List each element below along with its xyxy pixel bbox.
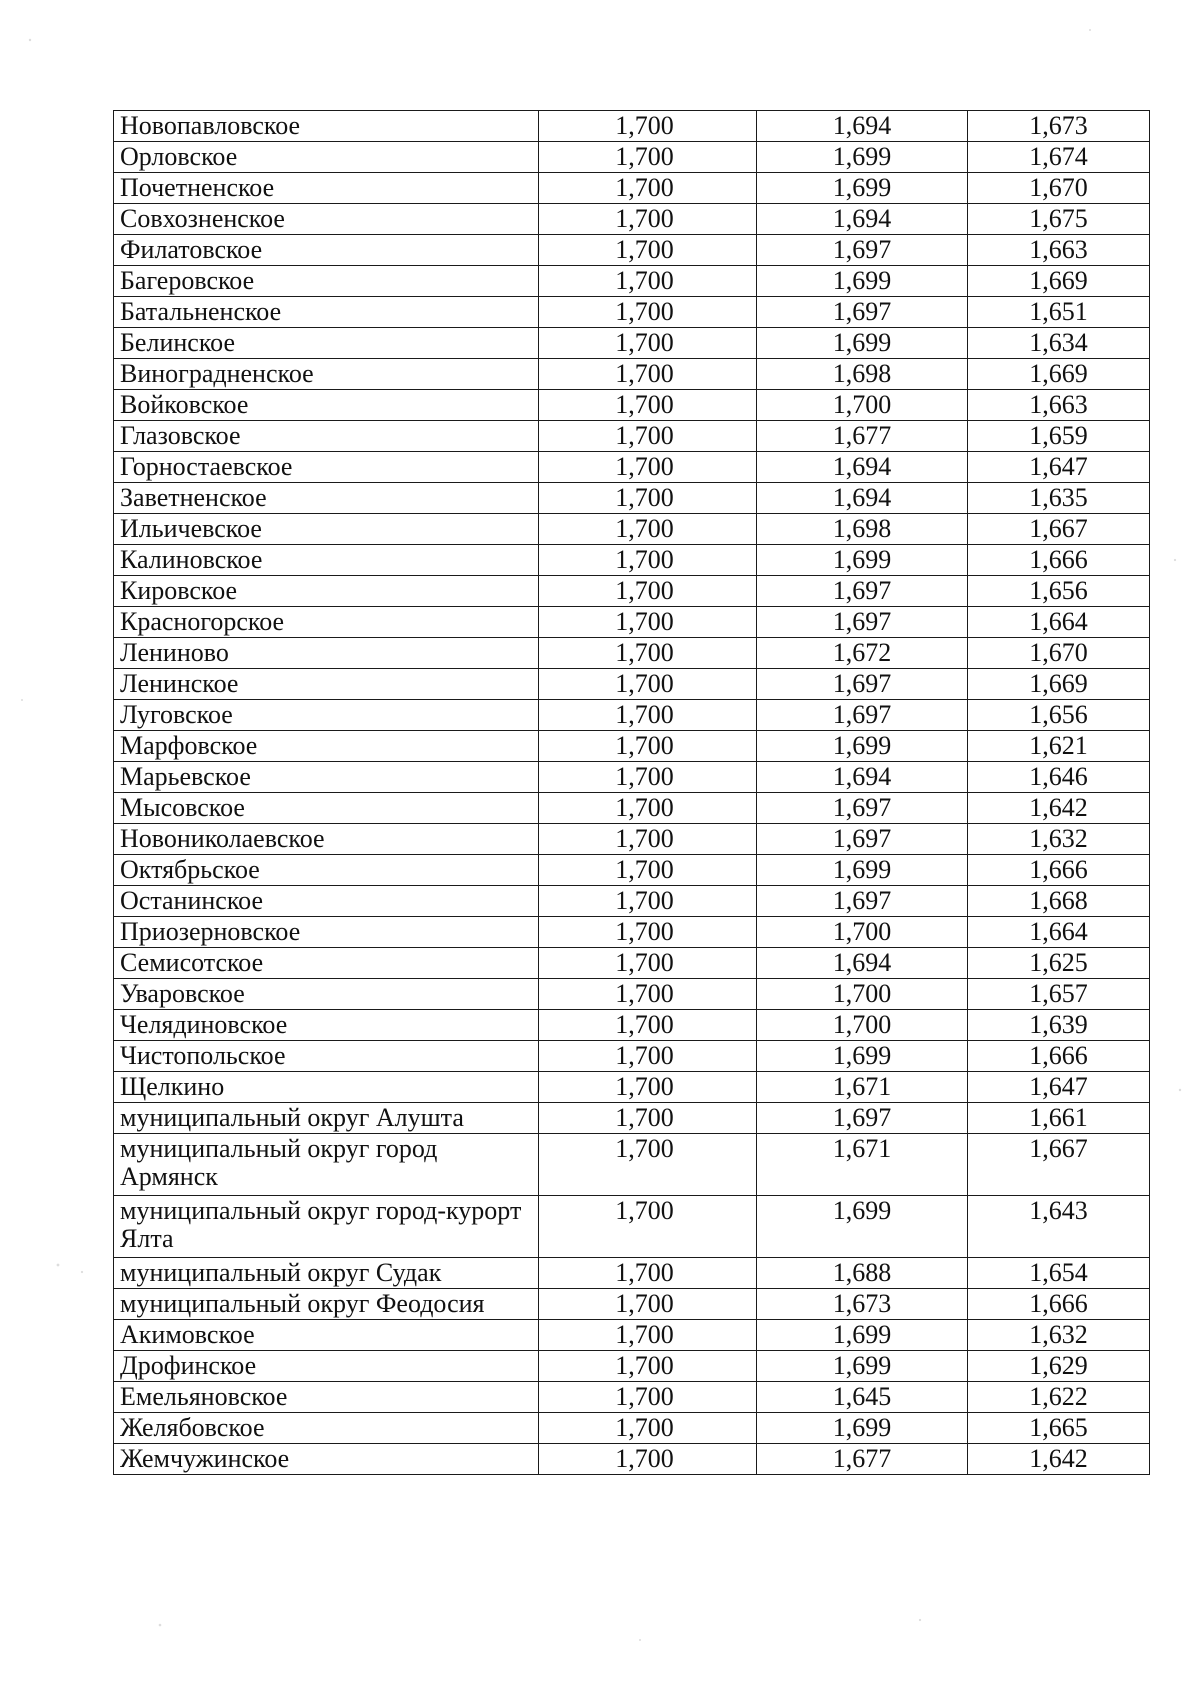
value-cell-col1: 1,700 [539,514,757,545]
municipality-name-cell: Уваровское [114,979,539,1010]
table-row [114,607,1150,638]
value-cell-col3: 1,663 [968,235,1150,266]
municipality-name-cell: муниципальный округ Феодосия [114,1289,539,1320]
municipality-name-cell: муниципальный округ город-курорт Ялта [114,1196,539,1258]
value-cell-col2: 1,672 [757,638,968,669]
value-cell-col3: 1,642 [968,1444,1150,1475]
table-row [114,483,1150,514]
table-body [114,111,1150,1475]
value-cell-col3: 1,647 [968,452,1150,483]
value-cell-col1: 1,700 [539,142,757,173]
value-cell-col2: 1,677 [757,421,968,452]
value-cell-col3: 1,654 [968,1258,1150,1289]
municipality-name-cell: Совхозненское [114,204,539,235]
value-cell-col3: 1,668 [968,886,1150,917]
value-cell-col1: 1,700 [539,731,757,762]
value-cell-col2: 1,699 [757,266,968,297]
value-cell-col2: 1,697 [757,669,968,700]
municipality-name-cell: Филатовское [114,235,539,266]
value-cell-col3: 1,635 [968,483,1150,514]
value-cell-col1: 1,700 [539,1444,757,1475]
municipality-name-cell: Челядиновское [114,1010,539,1041]
value-cell-col1: 1,700 [539,1258,757,1289]
municipality-name-cell: Луговское [114,700,539,731]
table-row [114,1413,1150,1444]
table-row [114,204,1150,235]
value-cell-col3: 1,646 [968,762,1150,793]
value-cell-col2: 1,694 [757,111,968,142]
municipality-name-cell: Белинское [114,328,539,359]
value-cell-col2: 1,677 [757,1444,968,1475]
value-cell-col3: 1,659 [968,421,1150,452]
value-cell-col1: 1,700 [539,576,757,607]
value-cell-col1: 1,700 [539,1072,757,1103]
value-cell-col3: 1,670 [968,638,1150,669]
value-cell-col2: 1,699 [757,1041,968,1072]
value-cell-col1: 1,700 [539,1041,757,1072]
value-cell-col1: 1,700 [539,545,757,576]
value-cell-col3: 1,622 [968,1382,1150,1413]
value-cell-col2: 1,700 [757,979,968,1010]
table-row [114,173,1150,204]
value-cell-col1: 1,700 [539,669,757,700]
value-cell-col3: 1,664 [968,917,1150,948]
municipality-name-cell: муниципальный округ Судак [114,1258,539,1289]
table-row [114,762,1150,793]
value-cell-col1: 1,700 [539,700,757,731]
table-row [114,1134,1150,1196]
value-cell-col1: 1,700 [539,266,757,297]
value-cell-col2: 1,697 [757,576,968,607]
table-row [114,359,1150,390]
table-row [114,111,1150,142]
value-cell-col1: 1,700 [539,1320,757,1351]
value-cell-col2: 1,700 [757,1010,968,1041]
value-cell-col3: 1,656 [968,700,1150,731]
value-cell-col2: 1,688 [757,1258,968,1289]
value-cell-col2: 1,694 [757,948,968,979]
value-cell-col2: 1,699 [757,855,968,886]
table-row [114,514,1150,545]
municipality-name-cell: Акимовское [114,1320,539,1351]
value-cell-col1: 1,700 [539,452,757,483]
value-cell-col1: 1,700 [539,607,757,638]
value-cell-col1: 1,700 [539,762,757,793]
value-cell-col1: 1,700 [539,1351,757,1382]
value-cell-col3: 1,669 [968,669,1150,700]
municipality-name-cell: муниципальный округ город Армянск [114,1134,539,1196]
table-row [114,452,1150,483]
value-cell-col2: 1,645 [757,1382,968,1413]
value-cell-col2: 1,697 [757,793,968,824]
value-cell-col1: 1,700 [539,483,757,514]
values-table [113,110,1150,1475]
value-cell-col3: 1,669 [968,266,1150,297]
municipality-name-cell: Октябрьское [114,855,539,886]
value-cell-col2: 1,697 [757,1103,968,1134]
municipality-name-cell: Щелкино [114,1072,539,1103]
municipality-name-cell: муниципальный округ Алушта [114,1103,539,1134]
table-row [114,1382,1150,1413]
value-cell-col2: 1,694 [757,204,968,235]
value-cell-col2: 1,697 [757,886,968,917]
municipality-name-cell: Марьевское [114,762,539,793]
value-cell-col3: 1,666 [968,1041,1150,1072]
value-cell-col2: 1,700 [757,917,968,948]
municipality-name-cell: Новониколаевское [114,824,539,855]
municipality-name-cell: Орловское [114,142,539,173]
table-row [114,979,1150,1010]
municipality-name-cell: Ильичевское [114,514,539,545]
value-cell-col1: 1,700 [539,390,757,421]
value-cell-col3: 1,656 [968,576,1150,607]
municipality-name-cell: Заветненское [114,483,539,514]
municipality-name-cell: Лениново [114,638,539,669]
value-cell-col3: 1,670 [968,173,1150,204]
table-row [114,390,1150,421]
table-row [114,1258,1150,1289]
value-cell-col2: 1,671 [757,1134,968,1196]
table-row [114,1351,1150,1382]
table-row [114,886,1150,917]
value-cell-col1: 1,700 [539,111,757,142]
table-row [114,731,1150,762]
value-cell-col3: 1,673 [968,111,1150,142]
value-cell-col3: 1,675 [968,204,1150,235]
value-cell-col1: 1,700 [539,1134,757,1196]
municipality-name-cell: Калиновское [114,545,539,576]
value-cell-col1: 1,700 [539,297,757,328]
value-cell-col2: 1,699 [757,1413,968,1444]
value-cell-col2: 1,697 [757,297,968,328]
value-cell-col1: 1,700 [539,235,757,266]
municipality-name-cell: Марфовское [114,731,539,762]
value-cell-col1: 1,700 [539,1382,757,1413]
value-cell-col1: 1,700 [539,359,757,390]
municipality-name-cell: Кировское [114,576,539,607]
table-row [114,917,1150,948]
value-cell-col3: 1,664 [968,607,1150,638]
value-cell-col3: 1,667 [968,514,1150,545]
table-row [114,235,1150,266]
municipality-name-cell: Войковское [114,390,539,421]
value-cell-col3: 1,667 [968,1134,1150,1196]
value-cell-col3: 1,647 [968,1072,1150,1103]
value-cell-col2: 1,673 [757,1289,968,1320]
value-cell-col1: 1,700 [539,948,757,979]
municipality-name-cell: Мысовское [114,793,539,824]
table-row [114,1320,1150,1351]
table-row [114,700,1150,731]
value-cell-col3: 1,665 [968,1413,1150,1444]
value-cell-col1: 1,700 [539,638,757,669]
value-cell-col3: 1,669 [968,359,1150,390]
table-row [114,1072,1150,1103]
table-row [114,142,1150,173]
value-cell-col2: 1,699 [757,328,968,359]
municipality-name-cell: Глазовское [114,421,539,452]
value-cell-col2: 1,698 [757,359,968,390]
municipality-name-cell: Багеровское [114,266,539,297]
table-row [114,1010,1150,1041]
value-cell-col3: 1,666 [968,855,1150,886]
value-cell-col2: 1,697 [757,824,968,855]
table-row [114,793,1150,824]
table-row [114,1289,1150,1320]
municipality-name-cell: Желябовское [114,1413,539,1444]
value-cell-col2: 1,697 [757,700,968,731]
municipality-name-cell: Жемчужинское [114,1444,539,1475]
municipality-name-cell: Красногорское [114,607,539,638]
municipality-name-cell: Дрофинское [114,1351,539,1382]
value-cell-col3: 1,643 [968,1196,1150,1258]
municipality-name-cell: Горностаевское [114,452,539,483]
value-cell-col2: 1,694 [757,483,968,514]
table-row [114,576,1150,607]
value-cell-col3: 1,661 [968,1103,1150,1134]
value-cell-col2: 1,699 [757,1351,968,1382]
value-cell-col2: 1,697 [757,607,968,638]
value-cell-col3: 1,629 [968,1351,1150,1382]
value-cell-col2: 1,699 [757,173,968,204]
value-cell-col1: 1,700 [539,1103,757,1134]
municipality-name-cell: Останинское [114,886,539,917]
value-cell-col2: 1,671 [757,1072,968,1103]
table-row [114,824,1150,855]
value-cell-col1: 1,700 [539,979,757,1010]
municipality-name-cell: Виноградненское [114,359,539,390]
municipality-name-cell: Ленинское [114,669,539,700]
value-cell-col3: 1,625 [968,948,1150,979]
value-cell-col2: 1,694 [757,762,968,793]
municipality-name-cell: Емельяновское [114,1382,539,1413]
value-cell-col3: 1,642 [968,793,1150,824]
value-cell-col2: 1,697 [757,235,968,266]
municipality-name-cell: Батальненское [114,297,539,328]
value-cell-col1: 1,700 [539,421,757,452]
municipality-name-cell: Новопавловское [114,111,539,142]
table-row [114,1196,1150,1258]
value-cell-col2: 1,699 [757,142,968,173]
value-cell-col3: 1,657 [968,979,1150,1010]
table-row [114,1041,1150,1072]
value-cell-col1: 1,700 [539,1413,757,1444]
value-cell-col1: 1,700 [539,886,757,917]
table-row [114,638,1150,669]
value-cell-col3: 1,674 [968,142,1150,173]
value-cell-col1: 1,700 [539,328,757,359]
value-cell-col2: 1,699 [757,1320,968,1351]
value-cell-col2: 1,699 [757,731,968,762]
value-cell-col3: 1,632 [968,1320,1150,1351]
municipality-name-cell: Семисотское [114,948,539,979]
table-row [114,1103,1150,1134]
value-cell-col1: 1,700 [539,173,757,204]
municipality-name-cell: Чистопольское [114,1041,539,1072]
value-cell-col2: 1,694 [757,452,968,483]
value-cell-col2: 1,700 [757,390,968,421]
value-cell-col1: 1,700 [539,793,757,824]
table-row [114,297,1150,328]
table-row [114,948,1150,979]
value-cell-col1: 1,700 [539,824,757,855]
value-cell-col3: 1,634 [968,328,1150,359]
table-row [114,1444,1150,1475]
value-cell-col1: 1,700 [539,204,757,235]
value-cell-col2: 1,699 [757,1196,968,1258]
value-cell-col3: 1,666 [968,545,1150,576]
municipality-name-cell: Приозерновское [114,917,539,948]
value-cell-col3: 1,639 [968,1010,1150,1041]
municipality-name-cell: Почетненское [114,173,539,204]
table-row [114,545,1150,576]
value-cell-col3: 1,663 [968,390,1150,421]
table-row [114,328,1150,359]
value-cell-col2: 1,698 [757,514,968,545]
value-cell-col3: 1,632 [968,824,1150,855]
value-cell-col3: 1,666 [968,1289,1150,1320]
value-cell-col3: 1,621 [968,731,1150,762]
value-cell-col3: 1,651 [968,297,1150,328]
value-cell-col1: 1,700 [539,1196,757,1258]
value-cell-col1: 1,700 [539,917,757,948]
table-row [114,669,1150,700]
value-cell-col1: 1,700 [539,855,757,886]
table-row [114,421,1150,452]
value-cell-col1: 1,700 [539,1289,757,1320]
value-cell-col1: 1,700 [539,1010,757,1041]
table-row [114,855,1150,886]
value-cell-col2: 1,699 [757,545,968,576]
table-row [114,266,1150,297]
